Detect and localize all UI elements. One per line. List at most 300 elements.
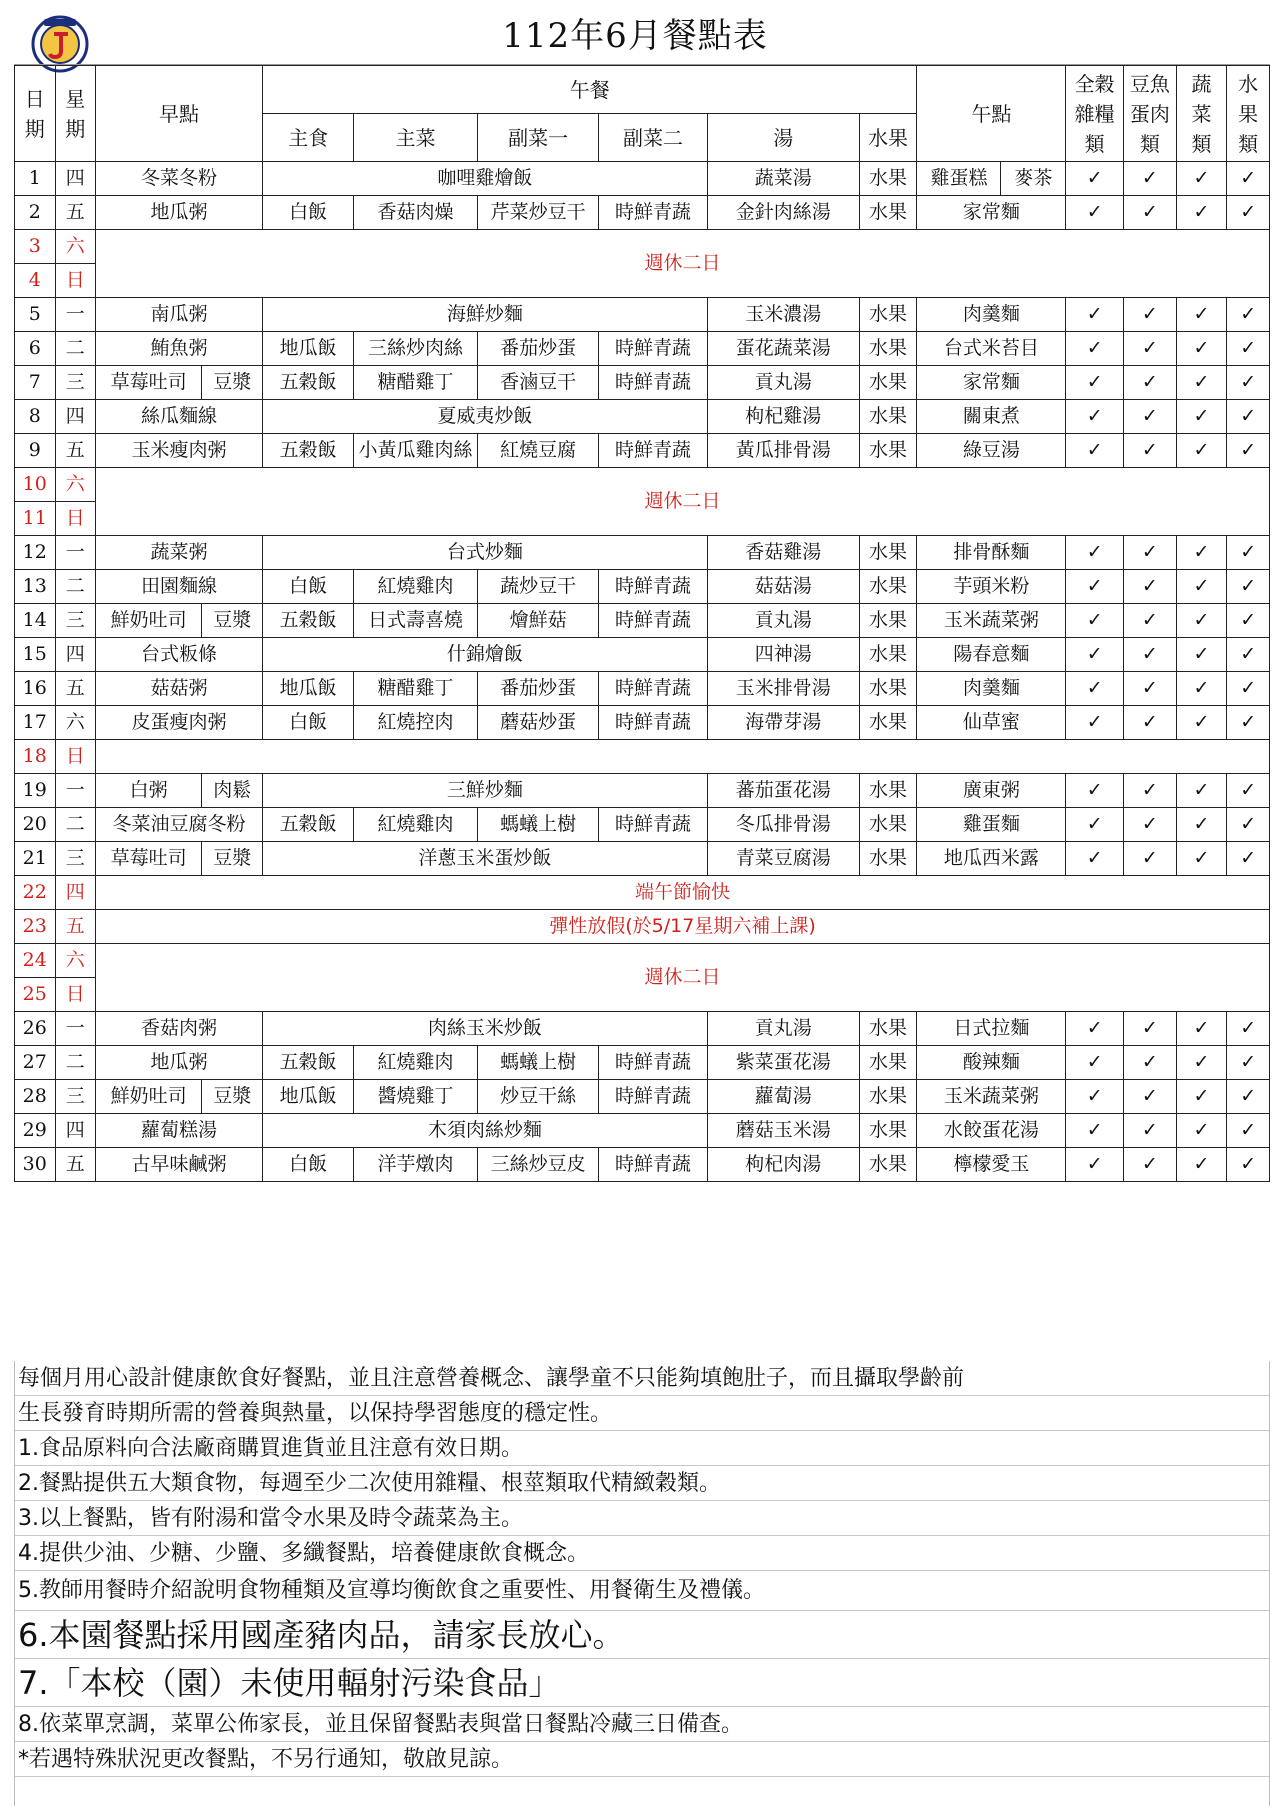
side-dish-2-cell: 時鮮青蔬 — [599, 808, 707, 842]
soup-cell: 枸杞雞湯 — [707, 400, 859, 434]
table-row — [15, 944, 1270, 978]
lunch-combo-dish: 夏威夷炒飯 — [263, 400, 708, 434]
table-row — [15, 604, 1270, 638]
main-dish-cell: 紅燒雞肉 — [354, 570, 478, 604]
date-cell: 3 — [15, 230, 56, 264]
check-vegetables-icon: ✓ — [1176, 1046, 1227, 1080]
fruit-cell: 水果 — [859, 774, 917, 808]
weekday-cell: 一 — [55, 536, 96, 570]
breakfast-cell: 蔬菜粥 — [96, 536, 263, 570]
staple-cell: 地瓜飯 — [263, 332, 354, 366]
soup-cell: 黃瓜排骨湯 — [707, 434, 859, 468]
date-cell: 4 — [15, 264, 56, 298]
date-cell: 7 — [15, 366, 56, 400]
fruit-cell: 水果 — [859, 536, 917, 570]
check-grains-icon: ✓ — [1066, 196, 1124, 230]
breakfast-cell: 台式粄條 — [96, 638, 263, 672]
breakfast-cell: 田園麵線 — [96, 570, 263, 604]
soup-cell: 冬瓜排骨湯 — [707, 808, 859, 842]
side-dish-2-cell: 時鮮青蔬 — [599, 570, 707, 604]
check-grains-icon: ✓ — [1066, 638, 1124, 672]
date-cell: 27 — [15, 1046, 56, 1080]
check-grains-icon: ✓ — [1066, 434, 1124, 468]
weekday-cell: 五 — [55, 196, 96, 230]
breakfast-cell: 菇菇粥 — [96, 672, 263, 706]
check-fruit-icon: ✓ — [1227, 570, 1270, 604]
check-fruit-icon: ✓ — [1227, 638, 1270, 672]
check-protein-icon: ✓ — [1124, 332, 1177, 366]
side-dish-1-cell: 三絲炒豆皮 — [477, 1148, 599, 1182]
weekend-label: 週休二日 — [96, 468, 1270, 536]
check-fruit-icon: ✓ — [1227, 366, 1270, 400]
fruit-cell: 水果 — [859, 1012, 917, 1046]
main-dish-cell: 紅燒控肉 — [354, 706, 478, 740]
note-line: 生長發育時期所需的營養與熱量，以保持學習態度的穩定性。 — [14, 1396, 1270, 1431]
check-vegetables-icon: ✓ — [1176, 366, 1227, 400]
snack-cell: 台式米苔目 — [917, 332, 1066, 366]
weekday-cell: 一 — [55, 298, 96, 332]
date-cell: 22 — [15, 876, 56, 910]
breakfast-drink: 豆漿 — [202, 366, 263, 400]
table-row — [15, 1012, 1270, 1046]
soup-cell: 海帶芽湯 — [707, 706, 859, 740]
main-dish-cell: 糖醋雞丁 — [354, 366, 478, 400]
table-row — [15, 366, 1270, 400]
fruit-cell: 水果 — [859, 706, 917, 740]
check-fruit-icon: ✓ — [1227, 604, 1270, 638]
breakfast-cell: 南瓜粥 — [96, 298, 263, 332]
check-grains-icon: ✓ — [1066, 808, 1124, 842]
staple-cell: 地瓜飯 — [263, 1080, 354, 1114]
note-line: 每個月用心設計健康飲食好餐點，並且注意營養概念、讓學童不只能夠填飽肚子，而且攝取學齡前 — [14, 1361, 1270, 1396]
date-cell: 14 — [15, 604, 56, 638]
check-protein-icon: ✓ — [1124, 638, 1177, 672]
date-cell: 9 — [15, 434, 56, 468]
breakfast-cell: 鮪魚粥 — [96, 332, 263, 366]
weekday-cell: 四 — [55, 876, 96, 910]
weekday-cell: 五 — [55, 672, 96, 706]
staple-cell: 五穀飯 — [263, 434, 354, 468]
note-line: 2.餐點提供五大類食物，每週至少二次使用雜糧、根莖類取代精緻穀類。 — [14, 1466, 1270, 1501]
breakfast-item: 鮮奶吐司 — [96, 1080, 202, 1114]
fruit-cell: 水果 — [859, 298, 917, 332]
lunch-combo-dish: 洋蔥玉米蛋炒飯 — [263, 842, 708, 876]
breakfast-cell: 蘿蔔糕湯 — [96, 1114, 263, 1148]
weekday-cell: 日 — [55, 978, 96, 1012]
main-dish-cell: 糖醋雞丁 — [354, 672, 478, 706]
weekday-cell: 二 — [55, 808, 96, 842]
date-cell: 8 — [15, 400, 56, 434]
table-row — [15, 740, 1270, 774]
table-row — [15, 876, 1270, 910]
snack-cell: 家常麵 — [917, 196, 1066, 230]
table-row — [15, 162, 1270, 196]
weekday-cell: 三 — [55, 842, 96, 876]
soup-cell: 貢丸湯 — [707, 604, 859, 638]
lunch-combo-dish: 什錦燴飯 — [263, 638, 708, 672]
date-cell: 17 — [15, 706, 56, 740]
check-vegetables-icon: ✓ — [1176, 604, 1227, 638]
fruit-cell: 水果 — [859, 332, 917, 366]
header-weekday: 星期 — [55, 66, 96, 162]
side-dish-1-cell: 螞蟻上樹 — [477, 1046, 599, 1080]
snack-drink: 麥茶 — [1001, 162, 1066, 196]
staple-cell: 五穀飯 — [263, 366, 354, 400]
weekday-cell: 四 — [55, 1114, 96, 1148]
breakfast-cell: 冬菜油豆腐冬粉 — [96, 808, 263, 842]
weekday-cell: 日 — [55, 502, 96, 536]
main-dish-cell: 日式壽喜燒 — [354, 604, 478, 638]
check-vegetables-icon: ✓ — [1176, 1080, 1227, 1114]
table-row — [15, 1046, 1270, 1080]
check-fruit-icon: ✓ — [1227, 1148, 1270, 1182]
date-cell: 29 — [15, 1114, 56, 1148]
holiday-label: 端午節愉快 — [96, 876, 1270, 910]
snack-cell: 檸檬愛玉 — [917, 1148, 1066, 1182]
table-row — [15, 638, 1270, 672]
side-dish-1-cell: 芹菜炒豆干 — [477, 196, 599, 230]
soup-cell: 玉米排骨湯 — [707, 672, 859, 706]
snack-cell: 地瓜西米露 — [917, 842, 1066, 876]
breakfast-cell: 香菇肉粥 — [96, 1012, 263, 1046]
header-date: 日期 — [15, 66, 56, 162]
weekday-cell: 五 — [55, 910, 96, 944]
snack-cell: 關東煮 — [917, 400, 1066, 434]
soup-cell: 枸杞肉湯 — [707, 1148, 859, 1182]
table-row — [15, 400, 1270, 434]
check-protein-icon: ✓ — [1124, 162, 1177, 196]
staple-cell: 五穀飯 — [263, 808, 354, 842]
side-dish-2-cell: 時鮮青蔬 — [599, 1080, 707, 1114]
snack-cell: 肉羹麵 — [917, 298, 1066, 332]
staple-cell: 五穀飯 — [263, 1046, 354, 1080]
header-snack: 午點 — [917, 66, 1066, 162]
table-row — [15, 468, 1270, 502]
check-grains-icon: ✓ — [1066, 570, 1124, 604]
snack-cell: 水餃蛋花湯 — [917, 1114, 1066, 1148]
header-main-dish: 主菜 — [354, 114, 478, 162]
fruit-cell: 水果 — [859, 1080, 917, 1114]
soup-cell: 紫菜蛋花湯 — [707, 1046, 859, 1080]
snack-cell: 日式拉麵 — [917, 1012, 1066, 1046]
side-dish-1-cell: 蘑菇炒蛋 — [477, 706, 599, 740]
soup-cell: 四神湯 — [707, 638, 859, 672]
header-lunch: 午餐 — [263, 66, 917, 114]
breakfast-drink: 豆漿 — [202, 842, 263, 876]
table-row — [15, 808, 1270, 842]
table-row — [15, 332, 1270, 366]
snack-cell: 仙草蜜 — [917, 706, 1066, 740]
side-dish-1-cell: 番茄炒蛋 — [477, 332, 599, 366]
lunch-combo-dish: 木須肉絲炒麵 — [263, 1114, 708, 1148]
check-protein-icon: ✓ — [1124, 570, 1177, 604]
check-vegetables-icon: ✓ — [1176, 706, 1227, 740]
side-dish-2-cell: 時鮮青蔬 — [599, 604, 707, 638]
snack-cell: 陽春意麵 — [917, 638, 1066, 672]
table-row — [15, 298, 1270, 332]
check-vegetables-icon: ✓ — [1176, 434, 1227, 468]
table-row — [15, 230, 1270, 264]
side-dish-1-cell: 香滷豆干 — [477, 366, 599, 400]
header-fruit: 水果 — [859, 114, 917, 162]
header-grains: 全穀雜糧類 — [1066, 66, 1124, 162]
side-dish-2-cell: 時鮮青蔬 — [599, 672, 707, 706]
main-dish-cell: 洋芋燉肉 — [354, 1148, 478, 1182]
lunch-combo-dish: 三鮮炒麵 — [263, 774, 708, 808]
check-grains-icon: ✓ — [1066, 332, 1124, 366]
lunch-combo-dish: 咖哩雞燴飯 — [263, 162, 708, 196]
check-vegetables-icon: ✓ — [1176, 536, 1227, 570]
check-protein-icon: ✓ — [1124, 1080, 1177, 1114]
check-vegetables-icon: ✓ — [1176, 808, 1227, 842]
check-protein-icon: ✓ — [1124, 842, 1177, 876]
main-dish-cell: 醬燒雞丁 — [354, 1080, 478, 1114]
side-dish-2-cell: 時鮮青蔬 — [599, 196, 707, 230]
check-protein-icon: ✓ — [1124, 1046, 1177, 1080]
check-protein-icon: ✓ — [1124, 706, 1177, 740]
soup-cell: 蔬菜湯 — [707, 162, 859, 196]
check-grains-icon: ✓ — [1066, 1046, 1124, 1080]
fruit-cell: 水果 — [859, 434, 917, 468]
date-cell: 13 — [15, 570, 56, 604]
check-fruit-icon: ✓ — [1227, 298, 1270, 332]
main-dish-cell: 紅燒雞肉 — [354, 808, 478, 842]
page-title: 112年6月餐點表 — [502, 16, 768, 56]
snack-cell: 排骨酥麵 — [917, 536, 1066, 570]
fruit-cell: 水果 — [859, 162, 917, 196]
fruit-cell: 水果 — [859, 604, 917, 638]
table-row — [15, 774, 1270, 808]
check-fruit-icon: ✓ — [1227, 672, 1270, 706]
check-fruit-icon: ✓ — [1227, 1114, 1270, 1148]
table-row — [15, 434, 1270, 468]
weekday-cell: 二 — [55, 332, 96, 366]
check-grains-icon: ✓ — [1066, 1080, 1124, 1114]
snack-cell: 芋頭米粉 — [917, 570, 1066, 604]
note-line: 3.以上餐點，皆有附湯和當令水果及時令蔬菜為主。 — [14, 1501, 1270, 1536]
header-staple: 主食 — [263, 114, 354, 162]
snack-cell: 廣東粥 — [917, 774, 1066, 808]
header-side-dish-2: 副菜二 — [599, 114, 707, 162]
date-cell: 16 — [15, 672, 56, 706]
table-row — [15, 672, 1270, 706]
date-cell: 6 — [15, 332, 56, 366]
staple-cell: 白飯 — [263, 196, 354, 230]
check-fruit-icon: ✓ — [1227, 808, 1270, 842]
weekday-cell: 五 — [55, 1148, 96, 1182]
check-grains-icon: ✓ — [1066, 1012, 1124, 1046]
weekday-cell: 六 — [55, 468, 96, 502]
fruit-cell: 水果 — [859, 638, 917, 672]
fruit-cell: 水果 — [859, 196, 917, 230]
holiday-label: 彈性放假(於5/17星期六補上課) — [96, 910, 1270, 944]
side-dish-2-cell: 時鮮青蔬 — [599, 434, 707, 468]
check-protein-icon: ✓ — [1124, 196, 1177, 230]
weekday-cell: 六 — [55, 230, 96, 264]
check-grains-icon: ✓ — [1066, 842, 1124, 876]
check-grains-icon: ✓ — [1066, 536, 1124, 570]
staple-cell: 地瓜飯 — [263, 672, 354, 706]
check-protein-icon: ✓ — [1124, 400, 1177, 434]
check-fruit-icon: ✓ — [1227, 1046, 1270, 1080]
side-dish-1-cell: 螞蟻上樹 — [477, 808, 599, 842]
table-row — [15, 842, 1270, 876]
header-fruit-category: 水果類 — [1227, 66, 1270, 162]
date-cell: 2 — [15, 196, 56, 230]
weekday-cell: 六 — [55, 706, 96, 740]
soup-cell: 蕃茄蛋花湯 — [707, 774, 859, 808]
check-protein-icon: ✓ — [1124, 604, 1177, 638]
fruit-cell: 水果 — [859, 366, 917, 400]
note-line: 5.教師用餐時介紹說明食物種類及宣導均衡飲食之重要性、用餐衛生及禮儀。 — [14, 1571, 1270, 1611]
check-fruit-icon: ✓ — [1227, 842, 1270, 876]
breakfast-drink: 肉鬆 — [202, 774, 263, 808]
side-dish-1-cell: 蔬炒豆干 — [477, 570, 599, 604]
check-fruit-icon: ✓ — [1227, 332, 1270, 366]
breakfast-item: 鮮奶吐司 — [96, 604, 202, 638]
header-protein: 豆魚蛋肉類 — [1124, 66, 1177, 162]
check-vegetables-icon: ✓ — [1176, 1114, 1227, 1148]
date-cell: 24 — [15, 944, 56, 978]
date-cell: 18 — [15, 740, 56, 774]
table-row — [15, 196, 1270, 230]
check-vegetables-icon: ✓ — [1176, 196, 1227, 230]
snack-cell: 家常麵 — [917, 366, 1066, 400]
date-cell: 25 — [15, 978, 56, 1012]
check-fruit-icon: ✓ — [1227, 400, 1270, 434]
date-cell: 1 — [15, 162, 56, 196]
date-cell: 23 — [15, 910, 56, 944]
soup-cell: 金針肉絲湯 — [707, 196, 859, 230]
snack-cell: 綠豆湯 — [917, 434, 1066, 468]
weekday-cell: 三 — [55, 604, 96, 638]
snack-cell: 酸辣麵 — [917, 1046, 1066, 1080]
weekday-cell: 日 — [55, 264, 96, 298]
note-line: 1.食品原料向合法廠商購買進貨並且注意有效日期。 — [14, 1431, 1270, 1466]
header-vegetables: 蔬菜類 — [1176, 66, 1227, 162]
snack-item: 雞蛋糕 — [917, 162, 1001, 196]
check-grains-icon: ✓ — [1066, 774, 1124, 808]
table-row — [15, 1114, 1270, 1148]
breakfast-item: 草莓吐司 — [96, 842, 202, 876]
side-dish-1-cell: 紅燒豆腐 — [477, 434, 599, 468]
note-line: 6.本園餐點採用國產豬肉品，請家長放心。 — [14, 1611, 1270, 1659]
check-grains-icon: ✓ — [1066, 672, 1124, 706]
main-dish-cell: 紅燒雞肉 — [354, 1046, 478, 1080]
breakfast-item: 草莓吐司 — [96, 366, 202, 400]
side-dish-2-cell: 時鮮青蔬 — [599, 1046, 707, 1080]
soup-cell: 青菜豆腐湯 — [707, 842, 859, 876]
snack-cell: 玉米蔬菜粥 — [917, 604, 1066, 638]
soup-cell: 蛋花蔬菜湯 — [707, 332, 859, 366]
check-protein-icon: ✓ — [1124, 1148, 1177, 1182]
note-line: *若遇特殊狀況更改餐點，不另行通知，敬啟見諒。 — [14, 1742, 1270, 1777]
breakfast-cell: 古早味鹹粥 — [96, 1148, 263, 1182]
snack-cell: 肉羹麵 — [917, 672, 1066, 706]
fruit-cell: 水果 — [859, 1046, 917, 1080]
snack-cell: 玉米蔬菜粥 — [917, 1080, 1066, 1114]
breakfast-cell: 絲瓜麵線 — [96, 400, 263, 434]
main-dish-cell: 小黃瓜雞肉絲 — [354, 434, 478, 468]
fruit-cell: 水果 — [859, 1148, 917, 1182]
header-breakfast: 早點 — [96, 66, 263, 162]
check-protein-icon: ✓ — [1124, 1012, 1177, 1046]
check-grains-icon: ✓ — [1066, 1148, 1124, 1182]
check-vegetables-icon: ✓ — [1176, 400, 1227, 434]
weekday-cell: 日 — [55, 740, 96, 774]
fruit-cell: 水果 — [859, 808, 917, 842]
snack-cell: 雞蛋麵 — [917, 808, 1066, 842]
fruit-cell: 水果 — [859, 672, 917, 706]
side-dish-1-cell: 燴鮮菇 — [477, 604, 599, 638]
breakfast-drink: 豆漿 — [202, 604, 263, 638]
check-grains-icon: ✓ — [1066, 366, 1124, 400]
side-dish-2-cell: 時鮮青蔬 — [599, 1148, 707, 1182]
weekday-cell: 三 — [55, 366, 96, 400]
date-cell: 5 — [15, 298, 56, 332]
check-vegetables-icon: ✓ — [1176, 298, 1227, 332]
check-fruit-icon: ✓ — [1227, 536, 1270, 570]
soup-cell: 貢丸湯 — [707, 1012, 859, 1046]
check-grains-icon: ✓ — [1066, 604, 1124, 638]
lunch-combo-dish: 海鮮炒麵 — [263, 298, 708, 332]
date-cell: 12 — [15, 536, 56, 570]
main-dish-cell: 三絲炒肉絲 — [354, 332, 478, 366]
date-cell: 28 — [15, 1080, 56, 1114]
weekday-cell: 一 — [55, 1012, 96, 1046]
check-vegetables-icon: ✓ — [1176, 570, 1227, 604]
breakfast-cell: 皮蛋瘦肉粥 — [96, 706, 263, 740]
date-cell: 10 — [15, 468, 56, 502]
soup-cell: 貢丸湯 — [707, 366, 859, 400]
fruit-cell: 水果 — [859, 570, 917, 604]
check-grains-icon: ✓ — [1066, 1114, 1124, 1148]
check-fruit-icon: ✓ — [1227, 162, 1270, 196]
weekday-cell: 二 — [55, 570, 96, 604]
check-protein-icon: ✓ — [1124, 1114, 1177, 1148]
side-dish-1-cell: 炒豆干絲 — [477, 1080, 599, 1114]
fruit-cell: 水果 — [859, 1114, 917, 1148]
breakfast-cell: 地瓜粥 — [96, 196, 263, 230]
check-fruit-icon: ✓ — [1227, 434, 1270, 468]
check-protein-icon: ✓ — [1124, 672, 1177, 706]
weekday-cell: 四 — [55, 638, 96, 672]
side-dish-1-cell: 番茄炒蛋 — [477, 672, 599, 706]
check-fruit-icon: ✓ — [1227, 1080, 1270, 1114]
check-vegetables-icon: ✓ — [1176, 638, 1227, 672]
lunch-combo-dish: 台式炒麵 — [263, 536, 708, 570]
date-cell: 21 — [15, 842, 56, 876]
check-fruit-icon: ✓ — [1227, 706, 1270, 740]
date-cell: 20 — [15, 808, 56, 842]
header-side-dish-1: 副菜一 — [477, 114, 599, 162]
date-cell: 30 — [15, 1148, 56, 1182]
staple-cell: 五穀飯 — [263, 604, 354, 638]
table-row — [15, 910, 1270, 944]
check-protein-icon: ✓ — [1124, 774, 1177, 808]
check-protein-icon: ✓ — [1124, 366, 1177, 400]
date-cell: 11 — [15, 502, 56, 536]
weekday-cell: 五 — [55, 434, 96, 468]
notes-section — [14, 1361, 1270, 1777]
breakfast-drink: 豆漿 — [202, 1080, 263, 1114]
weekend-label: 週休二日 — [96, 944, 1270, 1012]
date-cell: 19 — [15, 774, 56, 808]
check-vegetables-icon: ✓ — [1176, 162, 1227, 196]
table-row — [15, 706, 1270, 740]
check-vegetables-icon: ✓ — [1176, 774, 1227, 808]
table-row — [15, 536, 1270, 570]
